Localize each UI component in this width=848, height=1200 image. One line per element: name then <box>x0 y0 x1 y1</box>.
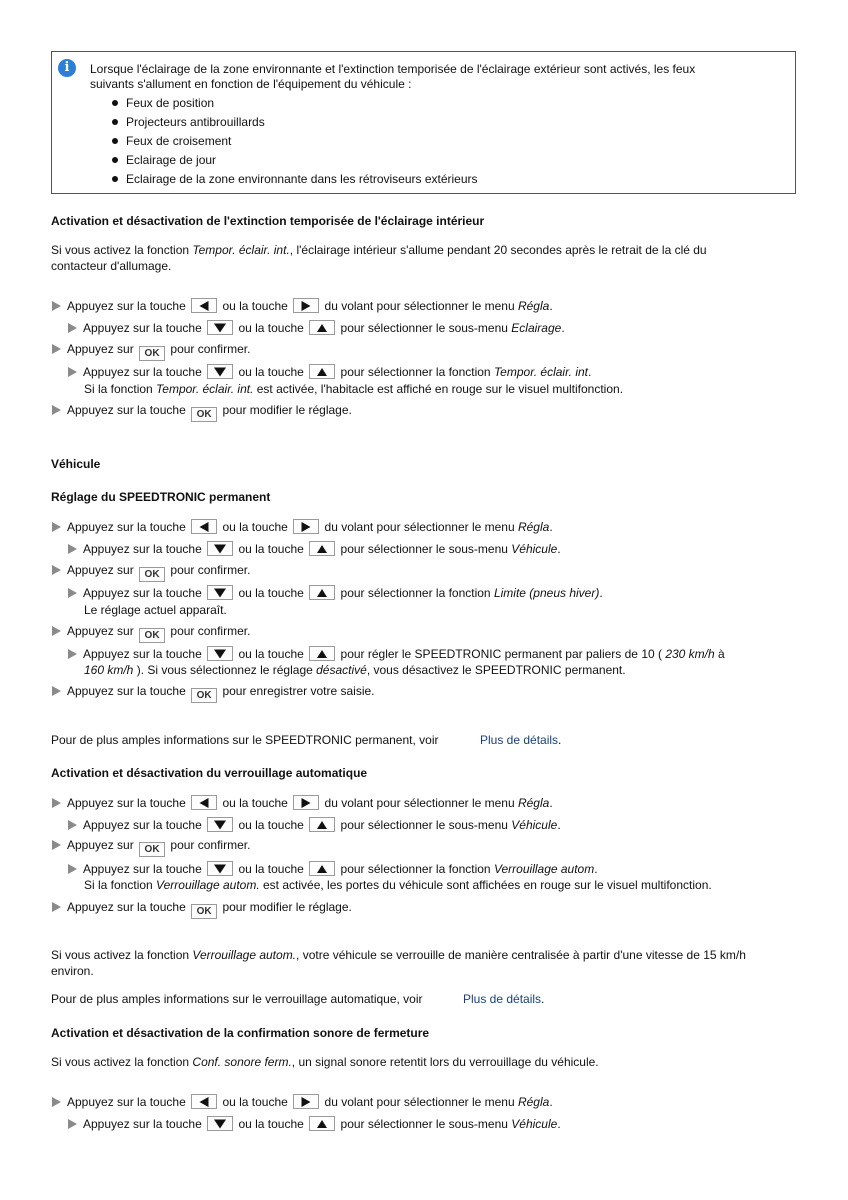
step: Appuyez sur la touche OK pour enregistrer votre saisie. <box>52 684 375 703</box>
up-key-icon <box>309 1116 335 1131</box>
step-arrow-icon <box>68 1119 77 1129</box>
substep-note: Le réglage actuel apparaît. <box>84 603 227 617</box>
ok-key-icon: OK <box>139 842 165 857</box>
info-text-line1: Lorsque l'éclairage de la zone environnante et l'extinction temporisée de l'éclairage extérieur sont activés, les feux <box>90 62 696 76</box>
step-arrow-icon <box>52 301 61 311</box>
substep: Appuyez sur la touche ou la touche pour sélectionner le sous-menu Véhicule. <box>68 541 561 557</box>
down-key-icon <box>207 364 233 379</box>
step-arrow-icon <box>68 544 77 554</box>
right-key-icon <box>293 1094 319 1109</box>
ok-key-icon: OK <box>191 407 217 422</box>
left-key-icon <box>191 298 217 313</box>
step-arrow-icon <box>68 649 77 659</box>
paragraph: Pour de plus amples informations sur le SPEEDTRONIC permanent, voir <box>51 733 439 747</box>
step-arrow-icon <box>52 902 61 912</box>
paragraph: Si vous activez la fonction Tempor. éclair. int., l'éclairage intérieur s'allume pendant 20 secondes après le retrait de la clé du <box>51 243 707 257</box>
section-heading: Activation et désactivation du verrouillage automatique <box>51 766 368 780</box>
down-key-icon <box>207 541 233 556</box>
paragraph: Si vous activez la fonction Verrouillage autom., votre véhicule se verrouille de manière centralisée à partir d'une vitesse de 15 km/h <box>51 948 746 962</box>
ok-key-icon: OK <box>139 346 165 361</box>
step: Appuyez sur OK pour confirmer. <box>52 563 250 582</box>
step-arrow-icon <box>68 323 77 333</box>
section-heading: Réglage du SPEEDTRONIC permanent <box>51 490 271 504</box>
substep: Appuyez sur la touche ou la touche pour régler le SPEEDTRONIC permanent par paliers de 10 ( 230 km/h à <box>68 646 725 662</box>
step-arrow-icon <box>52 626 61 636</box>
bullet-icon <box>112 176 118 182</box>
more-details-link[interactable]: Plus de détails <box>463 992 542 1006</box>
step: Appuyez sur OK pour confirmer. <box>52 838 250 857</box>
down-key-icon <box>207 817 233 832</box>
step-arrow-icon <box>52 1097 61 1107</box>
info-item: Feux de croisement <box>126 134 232 148</box>
step: Appuyez sur la touche ou la touche du volant pour sélectionner le menu Régla. <box>52 519 553 535</box>
step-arrow-icon <box>52 522 61 532</box>
ok-key-icon: OK <box>191 904 217 919</box>
step-arrow-icon <box>52 565 61 575</box>
up-key-icon <box>309 861 335 876</box>
ok-key-icon: OK <box>191 688 217 703</box>
substep-note: Si la fonction Verrouillage autom. est activée, les portes du véhicule sont affichées en rouge sur le visuel multifonction. <box>84 878 712 892</box>
step-arrow-icon <box>52 798 61 808</box>
substep-note: Si la fonction Tempor. éclair. int. est activée, l'habitacle est affiché en rouge sur le visuel multifonction. <box>84 382 624 396</box>
info-item: Eclairage de jour <box>126 153 217 167</box>
more-details-link-wrap: Plus de détails. <box>463 992 545 1006</box>
bullet-icon <box>112 138 118 144</box>
up-key-icon <box>309 817 335 832</box>
left-key-icon <box>191 519 217 534</box>
down-key-icon <box>207 646 233 661</box>
substep: Appuyez sur la touche ou la touche pour sélectionner le sous-menu Eclairage. <box>68 320 565 336</box>
more-details-link[interactable]: Plus de détails <box>480 733 559 747</box>
info-text-line2: suivants s'allument en fonction de l'équipement du véhicule : <box>90 77 412 91</box>
up-key-icon <box>309 585 335 600</box>
step: Appuyez sur la touche ou la touche du volant pour sélectionner le menu Régla. <box>52 1094 553 1110</box>
info-item: Projecteurs antibrouillards <box>126 115 265 129</box>
left-key-icon <box>191 1094 217 1109</box>
step-arrow-icon <box>68 864 77 874</box>
paragraph: contacteur d'allumage. <box>51 259 172 273</box>
right-key-icon <box>293 519 319 534</box>
down-key-icon <box>207 585 233 600</box>
down-key-icon <box>207 320 233 335</box>
step: Appuyez sur OK pour confirmer. <box>52 624 250 643</box>
substep: Appuyez sur la touche ou la touche pour sélectionner le sous-menu Véhicule. <box>68 1116 561 1132</box>
more-details-link-wrap: Plus de détails. <box>480 733 562 747</box>
step: Appuyez sur la touche ou la touche du volant pour sélectionner le menu Régla. <box>52 298 553 314</box>
ok-key-icon: OK <box>139 628 165 643</box>
down-key-icon <box>207 861 233 876</box>
paragraph: Si vous activez la fonction Conf. sonore ferm., un signal sonore retentit lors du verrouillage du véhicule. <box>51 1055 599 1069</box>
bullet-icon <box>112 119 118 125</box>
paragraph: Pour de plus amples informations sur le verrouillage automatique, voir <box>51 992 423 1006</box>
step-arrow-icon <box>68 820 77 830</box>
right-key-icon <box>293 298 319 313</box>
substep: Appuyez sur la touche ou la touche pour sélectionner la fonction Tempor. éclair. int. <box>68 364 591 380</box>
step-arrow-icon <box>68 588 77 598</box>
substep: Appuyez sur la touche ou la touche pour sélectionner le sous-menu Véhicule. <box>68 817 561 833</box>
section-heading: Activation et désactivation de l'extinction temporisée de l'éclairage intérieur <box>51 214 485 228</box>
substep: Appuyez sur la touche ou la touche pour sélectionner la fonction Limite (pneus hiver). <box>68 585 603 601</box>
info-item: Eclairage de la zone environnante dans les rétroviseurs extérieurs <box>126 172 478 186</box>
step: Appuyez sur la touche OK pour modifier le réglage. <box>52 403 352 422</box>
info-item: Feux de position <box>126 96 215 110</box>
step: Appuyez sur OK pour confirmer. <box>52 342 250 361</box>
step-arrow-icon <box>52 405 61 415</box>
step: Appuyez sur la touche ou la touche du volant pour sélectionner le menu Régla. <box>52 795 553 811</box>
step-arrow-icon <box>68 367 77 377</box>
substep-note: 160 km/h ). Si vous sélectionnez le réglage désactivé, vous désactivez le SPEEDTRONIC permanent. <box>84 663 626 677</box>
up-key-icon <box>309 320 335 335</box>
step-arrow-icon <box>52 840 61 850</box>
ok-key-icon: OK <box>139 567 165 582</box>
substep: Appuyez sur la touche ou la touche pour sélectionner la fonction Verrouillage autom. <box>68 861 598 877</box>
section-title: Véhicule <box>51 457 101 471</box>
down-key-icon <box>207 1116 233 1131</box>
step: Appuyez sur la touche OK pour modifier le réglage. <box>52 900 352 919</box>
up-key-icon <box>309 364 335 379</box>
up-key-icon <box>309 646 335 661</box>
bullet-icon <box>112 157 118 163</box>
section-heading: Activation et désactivation de la confirmation sonore de fermeture <box>51 1026 430 1040</box>
right-key-icon <box>293 795 319 810</box>
info-icon: i <box>58 59 76 77</box>
left-key-icon <box>191 795 217 810</box>
up-key-icon <box>309 541 335 556</box>
paragraph: environ. <box>51 964 94 978</box>
step-arrow-icon <box>52 344 61 354</box>
step-arrow-icon <box>52 686 61 696</box>
bullet-icon <box>112 100 118 106</box>
